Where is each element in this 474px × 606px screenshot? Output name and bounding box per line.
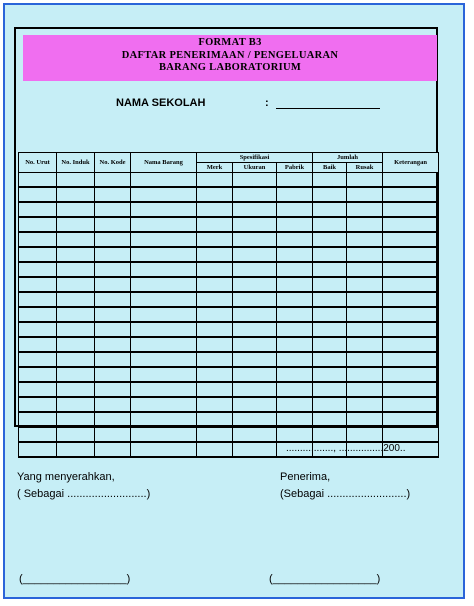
table-row bbox=[19, 307, 439, 322]
table-cell[interactable] bbox=[131, 187, 197, 202]
group-header-jumlah: Jumlah bbox=[313, 153, 383, 163]
table-cell[interactable] bbox=[95, 202, 131, 217]
table-cell[interactable] bbox=[19, 412, 57, 427]
table-cell[interactable] bbox=[19, 292, 57, 307]
receiver-name-blank: (_________________) bbox=[269, 573, 381, 585]
table-cell[interactable] bbox=[233, 232, 277, 247]
table-cell[interactable] bbox=[19, 367, 57, 382]
table-cell[interactable] bbox=[277, 277, 313, 292]
table-cell[interactable] bbox=[383, 352, 439, 367]
table-cell[interactable] bbox=[383, 187, 439, 202]
table-cell[interactable] bbox=[383, 202, 439, 217]
table-cell[interactable] bbox=[313, 397, 347, 412]
table-cell[interactable] bbox=[95, 352, 131, 367]
table-cell[interactable] bbox=[313, 382, 347, 397]
table-cell[interactable] bbox=[233, 397, 277, 412]
table-cell[interactable] bbox=[95, 442, 131, 457]
table-cell[interactable] bbox=[95, 412, 131, 427]
table-cell[interactable] bbox=[95, 337, 131, 352]
table-cell[interactable] bbox=[57, 427, 95, 442]
table-cell[interactable] bbox=[57, 367, 95, 382]
table-cell[interactable] bbox=[131, 217, 197, 232]
table-cell[interactable] bbox=[57, 382, 95, 397]
table-cell[interactable] bbox=[347, 202, 383, 217]
table-cell[interactable] bbox=[197, 262, 233, 277]
form-title: DAFTAR PENERIMAAN / PENGELUARAN bbox=[121, 49, 339, 61]
table-cell[interactable] bbox=[277, 337, 313, 352]
table-cell[interactable] bbox=[95, 247, 131, 262]
table-cell[interactable] bbox=[233, 217, 277, 232]
table-cell[interactable] bbox=[233, 173, 277, 188]
table-cell[interactable] bbox=[19, 202, 57, 217]
table-cell[interactable] bbox=[313, 187, 347, 202]
format-code: FORMAT B3 bbox=[198, 37, 262, 48]
table-cell[interactable] bbox=[347, 397, 383, 412]
table-cell[interactable] bbox=[131, 277, 197, 292]
table-cell[interactable] bbox=[95, 262, 131, 277]
table-cell[interactable] bbox=[57, 412, 95, 427]
form-box bbox=[14, 27, 438, 427]
table-row bbox=[19, 217, 439, 232]
receiver-role: (Sebagai ..........................) bbox=[280, 488, 411, 500]
table-cell[interactable] bbox=[19, 217, 57, 232]
table-cell[interactable] bbox=[313, 247, 347, 262]
giver-label: Yang menyerahkan, bbox=[17, 471, 115, 483]
table-cell[interactable] bbox=[131, 247, 197, 262]
table-row bbox=[19, 262, 439, 277]
table-cell[interactable] bbox=[197, 217, 233, 232]
table-cell[interactable] bbox=[313, 173, 347, 188]
table-cell[interactable] bbox=[57, 442, 95, 457]
giver-role: ( Sebagai ..........................) bbox=[17, 488, 151, 500]
table-cell[interactable] bbox=[95, 367, 131, 382]
table-cell[interactable] bbox=[313, 412, 347, 427]
table-cell[interactable] bbox=[347, 352, 383, 367]
table-cell[interactable] bbox=[19, 277, 57, 292]
table-cell[interactable] bbox=[383, 217, 439, 232]
table-cell[interactable] bbox=[131, 427, 197, 442]
table-row bbox=[19, 173, 439, 188]
table-row bbox=[19, 382, 439, 397]
table-cell[interactable] bbox=[131, 382, 197, 397]
table-cell[interactable] bbox=[277, 202, 313, 217]
table-row bbox=[19, 427, 439, 442]
table-cell[interactable] bbox=[383, 292, 439, 307]
table-cell[interactable] bbox=[95, 322, 131, 337]
table-cell[interactable] bbox=[313, 277, 347, 292]
table-cell[interactable] bbox=[197, 307, 233, 322]
table-cell[interactable] bbox=[57, 202, 95, 217]
table-row bbox=[19, 412, 439, 427]
table-row bbox=[19, 337, 439, 352]
table-cell[interactable] bbox=[57, 397, 95, 412]
table-cell[interactable] bbox=[57, 262, 95, 277]
table-cell[interactable] bbox=[57, 307, 95, 322]
table-cell[interactable] bbox=[277, 187, 313, 202]
table-cell[interactable] bbox=[131, 262, 197, 277]
table-cell[interactable] bbox=[57, 292, 95, 307]
table-cell[interactable] bbox=[197, 397, 233, 412]
table-cell[interactable] bbox=[197, 187, 233, 202]
table-cell[interactable] bbox=[347, 217, 383, 232]
table-cell[interactable] bbox=[383, 232, 439, 247]
table-cell[interactable] bbox=[383, 412, 439, 427]
table-cell[interactable] bbox=[131, 442, 197, 457]
table-cell[interactable] bbox=[233, 262, 277, 277]
table-cell[interactable] bbox=[19, 382, 57, 397]
table-cell[interactable] bbox=[19, 173, 57, 188]
table-cell[interactable] bbox=[383, 307, 439, 322]
col-header-baik: Baik bbox=[313, 163, 347, 173]
table-cell[interactable] bbox=[347, 412, 383, 427]
table-cell[interactable] bbox=[95, 397, 131, 412]
table-cell[interactable] bbox=[313, 292, 347, 307]
table-cell[interactable] bbox=[19, 337, 57, 352]
table-cell[interactable] bbox=[347, 187, 383, 202]
table-cell[interactable] bbox=[197, 442, 233, 457]
table-cell[interactable] bbox=[277, 217, 313, 232]
col-header-keterangan: Keterangan bbox=[383, 153, 439, 173]
table-row bbox=[19, 202, 439, 217]
table-cell[interactable] bbox=[197, 382, 233, 397]
title-band bbox=[23, 35, 437, 81]
table-cell[interactable] bbox=[233, 367, 277, 382]
col-header-no-induk: No. Induk bbox=[57, 153, 95, 173]
table-cell[interactable] bbox=[57, 352, 95, 367]
table-cell[interactable] bbox=[383, 173, 439, 188]
col-header-no-kode: No. Kode bbox=[95, 153, 131, 173]
date-place-line: ................., ................200.. bbox=[286, 443, 406, 454]
table-cell[interactable] bbox=[197, 277, 233, 292]
giver-name-blank: (_________________) bbox=[19, 573, 131, 585]
table-cell[interactable] bbox=[347, 292, 383, 307]
table-cell[interactable] bbox=[313, 232, 347, 247]
table-cell[interactable] bbox=[233, 277, 277, 292]
table-cell[interactable] bbox=[233, 427, 277, 442]
school-name-field[interactable] bbox=[276, 108, 380, 109]
table-cell[interactable] bbox=[197, 292, 233, 307]
table-cell[interactable] bbox=[95, 217, 131, 232]
table-row bbox=[19, 367, 439, 382]
table-cell[interactable] bbox=[131, 232, 197, 247]
table-cell[interactable] bbox=[57, 187, 95, 202]
document-page bbox=[3, 3, 465, 599]
table-cell[interactable] bbox=[233, 187, 277, 202]
table-cell[interactable] bbox=[57, 247, 95, 262]
table-cell[interactable] bbox=[131, 307, 197, 322]
table-cell[interactable] bbox=[347, 322, 383, 337]
table-cell[interactable] bbox=[277, 397, 313, 412]
table-cell[interactable] bbox=[313, 322, 347, 337]
table-cell[interactable] bbox=[131, 173, 197, 188]
table-cell[interactable] bbox=[347, 247, 383, 262]
table-cell[interactable] bbox=[57, 337, 95, 352]
col-header-ukuran: Ukuran bbox=[233, 163, 277, 173]
table-cell[interactable] bbox=[383, 382, 439, 397]
table-cell[interactable] bbox=[19, 307, 57, 322]
table-cell[interactable] bbox=[19, 247, 57, 262]
form-subtitle: BARANG LABORATORIUM bbox=[158, 62, 302, 73]
school-name-colon: : bbox=[265, 97, 269, 109]
table-cell[interactable] bbox=[197, 173, 233, 188]
table-cell[interactable] bbox=[383, 247, 439, 262]
table-cell[interactable] bbox=[383, 367, 439, 382]
table-cell[interactable] bbox=[131, 412, 197, 427]
table-cell[interactable] bbox=[197, 367, 233, 382]
table-cell[interactable] bbox=[197, 337, 233, 352]
table-cell[interactable] bbox=[19, 397, 57, 412]
table-cell[interactable] bbox=[131, 367, 197, 382]
table-cell[interactable] bbox=[347, 427, 383, 442]
table-cell[interactable] bbox=[95, 292, 131, 307]
table-row bbox=[19, 352, 439, 367]
table-cell[interactable] bbox=[383, 262, 439, 277]
table-cell[interactable] bbox=[277, 173, 313, 188]
table-cell[interactable] bbox=[197, 247, 233, 262]
table-row bbox=[19, 247, 439, 262]
table-cell[interactable] bbox=[277, 322, 313, 337]
table-cell[interactable] bbox=[95, 277, 131, 292]
table-cell[interactable] bbox=[197, 202, 233, 217]
table-cell[interactable] bbox=[233, 247, 277, 262]
table-cell[interactable] bbox=[313, 352, 347, 367]
table-cell[interactable] bbox=[313, 307, 347, 322]
table-cell[interactable] bbox=[383, 427, 439, 442]
table-cell[interactable] bbox=[233, 292, 277, 307]
table-cell[interactable] bbox=[197, 412, 233, 427]
table-cell[interactable] bbox=[277, 232, 313, 247]
col-header-pabrik: Pabrik bbox=[277, 163, 313, 173]
table-cell[interactable] bbox=[383, 337, 439, 352]
table-cell[interactable] bbox=[131, 397, 197, 412]
table-cell[interactable] bbox=[19, 442, 57, 457]
table-cell[interactable] bbox=[233, 202, 277, 217]
table-cell[interactable] bbox=[95, 307, 131, 322]
giver-signature-block bbox=[17, 469, 150, 503]
table-cell[interactable] bbox=[19, 232, 57, 247]
table-cell[interactable] bbox=[383, 397, 439, 412]
table-cell[interactable] bbox=[233, 382, 277, 397]
table-cell[interactable] bbox=[19, 427, 57, 442]
table-cell[interactable] bbox=[57, 173, 95, 188]
table-cell[interactable] bbox=[383, 277, 439, 292]
table-row bbox=[19, 322, 439, 337]
table-cell[interactable] bbox=[277, 262, 313, 277]
col-header-nama-barang: Nama Barang bbox=[131, 153, 197, 173]
table-cell[interactable] bbox=[347, 367, 383, 382]
table-cell[interactable] bbox=[277, 427, 313, 442]
table-cell[interactable] bbox=[383, 322, 439, 337]
table-cell[interactable] bbox=[197, 322, 233, 337]
table-cell[interactable] bbox=[131, 337, 197, 352]
school-name-label: NAMA SEKOLAH bbox=[116, 97, 206, 109]
table-row bbox=[19, 292, 439, 307]
table-cell[interactable] bbox=[233, 307, 277, 322]
table-row bbox=[19, 187, 439, 202]
table-cell[interactable] bbox=[313, 367, 347, 382]
table-cell[interactable] bbox=[313, 337, 347, 352]
table-cell[interactable] bbox=[19, 187, 57, 202]
table-cell[interactable] bbox=[57, 277, 95, 292]
table-row bbox=[19, 232, 439, 247]
table-cell[interactable] bbox=[95, 427, 131, 442]
table-cell[interactable] bbox=[347, 277, 383, 292]
table-cell[interactable] bbox=[313, 202, 347, 217]
table-cell[interactable] bbox=[233, 352, 277, 367]
table-cell[interactable] bbox=[233, 412, 277, 427]
table-cell[interactable] bbox=[95, 382, 131, 397]
table-cell[interactable] bbox=[347, 262, 383, 277]
col-header-merk: Merk bbox=[197, 163, 233, 173]
table-cell[interactable] bbox=[347, 337, 383, 352]
table-cell[interactable] bbox=[313, 217, 347, 232]
table-cell[interactable] bbox=[197, 232, 233, 247]
table-cell[interactable] bbox=[277, 307, 313, 322]
table-cell[interactable] bbox=[57, 217, 95, 232]
table-cell[interactable] bbox=[57, 232, 95, 247]
table-cell[interactable] bbox=[131, 292, 197, 307]
table-cell[interactable] bbox=[233, 442, 277, 457]
col-header-rusak: Rusak bbox=[347, 163, 383, 173]
table-cell[interactable] bbox=[197, 352, 233, 367]
table-row bbox=[19, 397, 439, 412]
table-cell[interactable] bbox=[347, 173, 383, 188]
inventory-table bbox=[18, 152, 439, 458]
table-cell[interactable] bbox=[313, 427, 347, 442]
table-cell[interactable] bbox=[57, 322, 95, 337]
table-cell[interactable] bbox=[347, 382, 383, 397]
table-cell[interactable] bbox=[131, 322, 197, 337]
table-cell[interactable] bbox=[19, 352, 57, 367]
table-cell[interactable] bbox=[277, 367, 313, 382]
table-cell[interactable] bbox=[277, 352, 313, 367]
table-cell[interactable] bbox=[277, 292, 313, 307]
table-cell[interactable] bbox=[277, 247, 313, 262]
table-cell[interactable] bbox=[233, 337, 277, 352]
table-body bbox=[19, 173, 439, 458]
receiver-signature-block bbox=[280, 469, 410, 503]
table-cell[interactable] bbox=[197, 427, 233, 442]
table-row bbox=[19, 277, 439, 292]
col-header-no-urut: No. Urut bbox=[19, 153, 57, 173]
table-cell[interactable] bbox=[95, 232, 131, 247]
receiver-label: Penerima, bbox=[280, 471, 331, 483]
group-header-spesifikasi: Spesifikasi bbox=[197, 153, 313, 163]
table-cell[interactable] bbox=[95, 187, 131, 202]
table-cell[interactable] bbox=[131, 202, 197, 217]
table-cell[interactable] bbox=[277, 382, 313, 397]
table-cell[interactable] bbox=[313, 262, 347, 277]
table-cell[interactable] bbox=[19, 262, 57, 277]
table-cell[interactable] bbox=[347, 307, 383, 322]
table-cell[interactable] bbox=[131, 352, 197, 367]
table-cell[interactable] bbox=[347, 232, 383, 247]
table-cell[interactable] bbox=[19, 322, 57, 337]
table-cell[interactable] bbox=[233, 322, 277, 337]
table-cell[interactable] bbox=[95, 173, 131, 188]
table-cell[interactable] bbox=[277, 412, 313, 427]
